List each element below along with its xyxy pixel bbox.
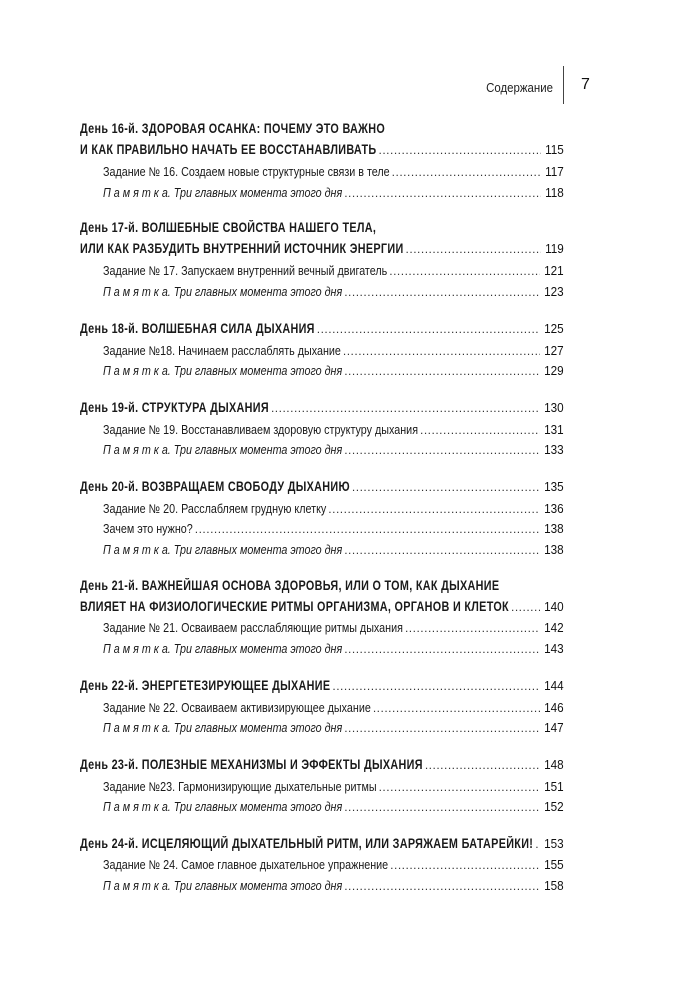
toc-entry <box>103 343 564 365</box>
toc-entry <box>103 542 564 564</box>
toc-heading-text: День 21-й. ВАЖНЕЙШАЯ ОСНОВА ЗДОРОВЬЯ, ИЛИ О ТОМ, КАК ДЫХАНИЕ <box>80 578 500 593</box>
dot-leader <box>344 443 540 457</box>
toc-page-number: 147 <box>544 720 564 735</box>
running-head-divider <box>563 66 564 104</box>
toc-entry <box>80 757 564 779</box>
dot-leader <box>389 264 540 278</box>
toc-page-number: 143 <box>544 641 564 656</box>
toc-heading-text: День 23-й. ПОЛЕЗНЫЕ МЕХАНИЗМЫ И ЭФФЕКТЫ ДЫХАНИЯ <box>80 757 423 772</box>
toc-memo-text: П а м я т к а. Три главных момента этого дня <box>103 721 343 735</box>
dot-leader <box>344 721 540 735</box>
toc-page-number: 146 <box>544 700 564 715</box>
dot-leader <box>405 621 540 635</box>
dot-leader <box>420 423 540 437</box>
toc-page-number: 158 <box>544 878 564 893</box>
toc-heading-text: ВЛИЯЕТ НА ФИЗИОЛОГИЧЕСКИЕ РИТМЫ ОРГАНИЗМА, ОРГАНОВ И КЛЕТОК <box>80 599 509 614</box>
toc-page-number: 129 <box>544 363 564 378</box>
toc-page-number: 127 <box>544 343 564 358</box>
dot-leader <box>379 143 542 157</box>
toc-memo-text: П а м я т к а. Три главных момента этого дня <box>103 285 343 299</box>
toc-memo-text: П а м я т к а. Три главных момента этого дня <box>103 879 343 893</box>
dot-leader <box>511 600 540 614</box>
dot-leader <box>343 344 540 358</box>
dot-leader <box>195 522 541 536</box>
toc-subentry-text: Задание №18. Начинаем расслаблять дыхание <box>103 344 341 358</box>
toc-heading-text: День 20-й. ВОЗВРАЩАЕМ СВОБОДУ ДЫХАНИЮ <box>80 479 350 494</box>
toc-page-number: 138 <box>544 521 564 536</box>
toc-memo-text: П а м я т к а. Три главных момента этого дня <box>103 543 343 557</box>
dot-leader <box>317 322 541 336</box>
dot-leader <box>406 242 542 256</box>
toc-subentry-text: Задание № 22. Осваиваем активизирующее дыхание <box>103 701 371 715</box>
toc-page-number: 117 <box>545 164 564 179</box>
toc-entry <box>80 599 564 621</box>
toc-entry <box>80 220 564 242</box>
dot-leader <box>390 858 540 872</box>
toc-entry <box>80 578 564 600</box>
toc-page-number: 152 <box>544 799 564 814</box>
toc-page-number: 140 <box>544 599 564 614</box>
dot-leader <box>373 701 540 715</box>
toc-entry <box>80 836 564 858</box>
toc-page-number: 123 <box>544 284 564 299</box>
dot-leader <box>344 800 540 814</box>
dot-leader <box>328 502 540 516</box>
toc-entry <box>103 263 564 285</box>
toc-entry <box>103 779 564 801</box>
toc-page-number: 136 <box>544 501 564 516</box>
dot-leader <box>392 165 542 179</box>
toc-subentry-text: Задание № 24. Самое главное дыхательное упражнение <box>103 858 389 872</box>
toc-subentry-text: Зачем это нужно? <box>103 522 193 536</box>
toc-subentry-text: Задание № 21. Осваиваем расслабляющие ритмы дыхания <box>103 621 403 635</box>
dot-leader <box>344 186 541 200</box>
toc-entry <box>103 521 564 543</box>
toc-entry <box>80 241 564 263</box>
toc-page-number: 133 <box>544 442 564 457</box>
toc-page-number: 142 <box>544 620 564 635</box>
dot-leader <box>352 480 540 494</box>
dot-leader <box>344 543 540 557</box>
toc-page-number: 130 <box>544 400 564 415</box>
toc-heading-text: День 19-й. СТРУКТУРА ДЫХАНИЯ <box>80 400 269 415</box>
toc-entry <box>80 321 564 343</box>
toc-heading-text: День 16-й. ЗДОРОВАЯ ОСАНКА: ПОЧЕМУ ЭТО ВАЖНО <box>80 121 386 136</box>
toc-page-number: 148 <box>544 757 564 772</box>
toc-entry <box>103 700 564 722</box>
dot-leader <box>425 758 540 772</box>
dot-leader <box>271 401 540 415</box>
toc-entry <box>103 641 564 663</box>
toc-page-number: 119 <box>545 241 564 256</box>
toc-entry <box>103 799 564 821</box>
toc-memo-text: П а м я т к а. Три главных момента этого дня <box>103 443 343 457</box>
toc-memo-text: П а м я т к а. Три главных момента этого дня <box>103 364 343 378</box>
toc-page-number: 144 <box>544 678 564 693</box>
toc-page-number: 138 <box>544 542 564 557</box>
toc-memo-text: П а м я т к а. Три главных момента этого дня <box>103 800 343 814</box>
running-head <box>0 66 681 104</box>
toc-entry <box>103 878 564 900</box>
dot-leader <box>344 285 540 299</box>
dot-leader <box>344 642 540 656</box>
dot-leader <box>379 780 541 794</box>
toc-heading-text: День 22-й. ЭНЕРГЕТЕЗИРУЮЩЕЕ ДЫХАНИЕ <box>80 678 331 693</box>
toc-memo-text: П а м я т к а. Три главных момента этого дня <box>103 186 343 200</box>
dot-leader <box>535 837 540 851</box>
toc-entry <box>103 620 564 642</box>
toc-entry <box>103 422 564 444</box>
toc-heading-text: День 18-й. ВОЛШЕБНАЯ СИЛА ДЫХАНИЯ <box>80 321 315 336</box>
running-head-section: Содержание <box>486 80 553 95</box>
toc-entry <box>103 164 564 186</box>
dot-leader <box>344 364 540 378</box>
page-number: 7 <box>581 76 590 93</box>
toc-page-number: 151 <box>544 779 564 794</box>
toc-entry <box>80 479 564 501</box>
toc-entry <box>80 121 564 143</box>
toc-entry <box>103 720 564 742</box>
toc-entry <box>103 363 564 385</box>
toc-page-number: 118 <box>545 185 564 200</box>
toc-subentry-text: Задание № 19. Восстанавливаем здоровую структуру дыхания <box>103 423 419 437</box>
toc-page-number: 115 <box>545 142 564 157</box>
toc-memo-text: П а м я т к а. Три главных момента этого дня <box>103 642 343 656</box>
toc-page-number: 155 <box>544 857 564 872</box>
toc-page-number: 125 <box>544 321 564 336</box>
toc-subentry-text: Задание № 16. Создаем новые структурные связи в теле <box>103 165 390 179</box>
toc-entry <box>80 400 564 422</box>
toc-entry <box>103 857 564 879</box>
dot-leader <box>332 679 540 693</box>
toc-entry <box>80 142 564 164</box>
toc-heading-text: ИЛИ КАК РАЗБУДИТЬ ВНУТРЕННИЙ ИСТОЧНИК ЭНЕРГИИ <box>80 241 404 256</box>
toc-heading-text: День 24-й. ИСЦЕЛЯЮЩИЙ ДЫХАТЕЛЬНЫЙ РИТМ, ИЛИ ЗАРЯЖАЕМ БАТАРЕЙКИ! <box>80 836 534 851</box>
toc-entry <box>80 678 564 700</box>
toc-subentry-text: Задание № 20. Расслабляем грудную клетку <box>103 502 327 516</box>
toc-subentry-text: Задание №23. Гармонизирующие дыхательные ритмы <box>103 780 377 794</box>
toc-page-number: 121 <box>544 263 564 278</box>
toc-page-number: 131 <box>544 422 564 437</box>
toc-entry <box>103 185 564 207</box>
toc-entry <box>103 284 564 306</box>
toc-subentry-text: Задание № 17. Запускаем внутренний вечный двигатель <box>103 264 388 278</box>
toc-page-number: 153 <box>544 836 564 851</box>
toc-entry <box>103 442 564 464</box>
toc-heading-text: День 17-й. ВОЛШЕБНЫЕ СВОЙСТВА НАШЕГО ТЕЛА, <box>80 220 377 235</box>
toc-entry <box>103 501 564 523</box>
toc-heading-text: И КАК ПРАВИЛЬНО НАЧАТЬ ЕЕ ВОССТАНАВЛИВАТЬ <box>80 142 377 157</box>
toc-page-number: 135 <box>544 479 564 494</box>
dot-leader <box>344 879 540 893</box>
